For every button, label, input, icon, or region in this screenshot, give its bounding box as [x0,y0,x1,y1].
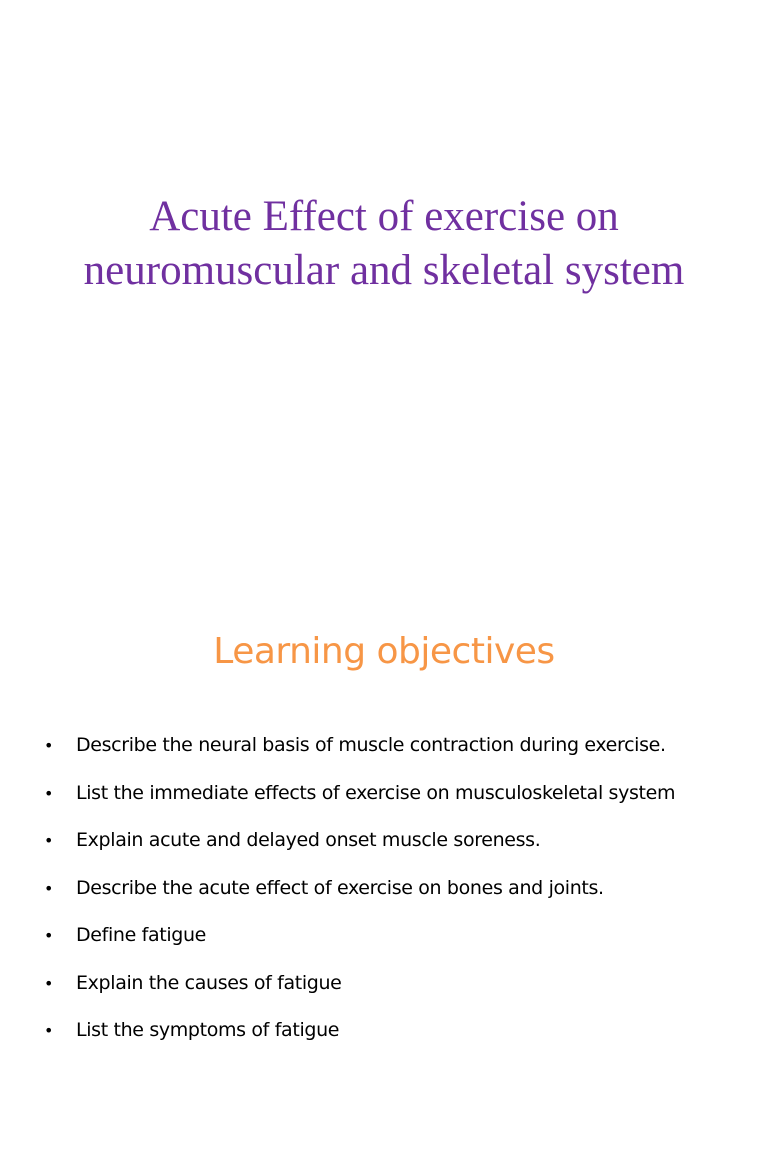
slide-title-line: Acute Effect of exercise on [149,193,619,240]
objective-item [0,817,768,865]
objective-item [0,1007,768,1055]
bullet-icon: • [44,736,54,755]
objectives-heading: Learning objectives [213,631,555,672]
bullet-icon: • [44,783,54,803]
objectives-list [0,722,768,1055]
bullet-icon: • [44,973,54,993]
objective-text: List the symptoms of fatigue [76,1019,340,1041]
objective-text: Explain the causes of fatigue [76,971,342,994]
objective-item [0,960,768,1008]
bullet-icon: • [44,831,54,850]
objective-item [0,722,768,770]
objective-text: Describe the acute effect of exercise on bones and joints. [76,876,604,899]
objective-text: Describe the neural basis of muscle contraction during exercise. [76,734,666,756]
objectives-slide [0,576,768,1152]
objective-item [0,865,768,913]
bullet-icon: • [44,1021,54,1040]
objective-item [0,912,768,960]
objective-text: Explain acute and delayed onset muscle soreness. [76,829,541,851]
slide-title-line: neuromuscular and skeletal system [83,247,685,294]
bullet-icon: • [44,878,54,898]
objective-text: Define fatigue [76,924,207,946]
objective-item [0,770,768,818]
slide-title [0,190,768,298]
objective-text: List the immediate effects of exercise on musculoskeletal system [76,781,676,804]
bullet-icon: • [44,926,54,945]
